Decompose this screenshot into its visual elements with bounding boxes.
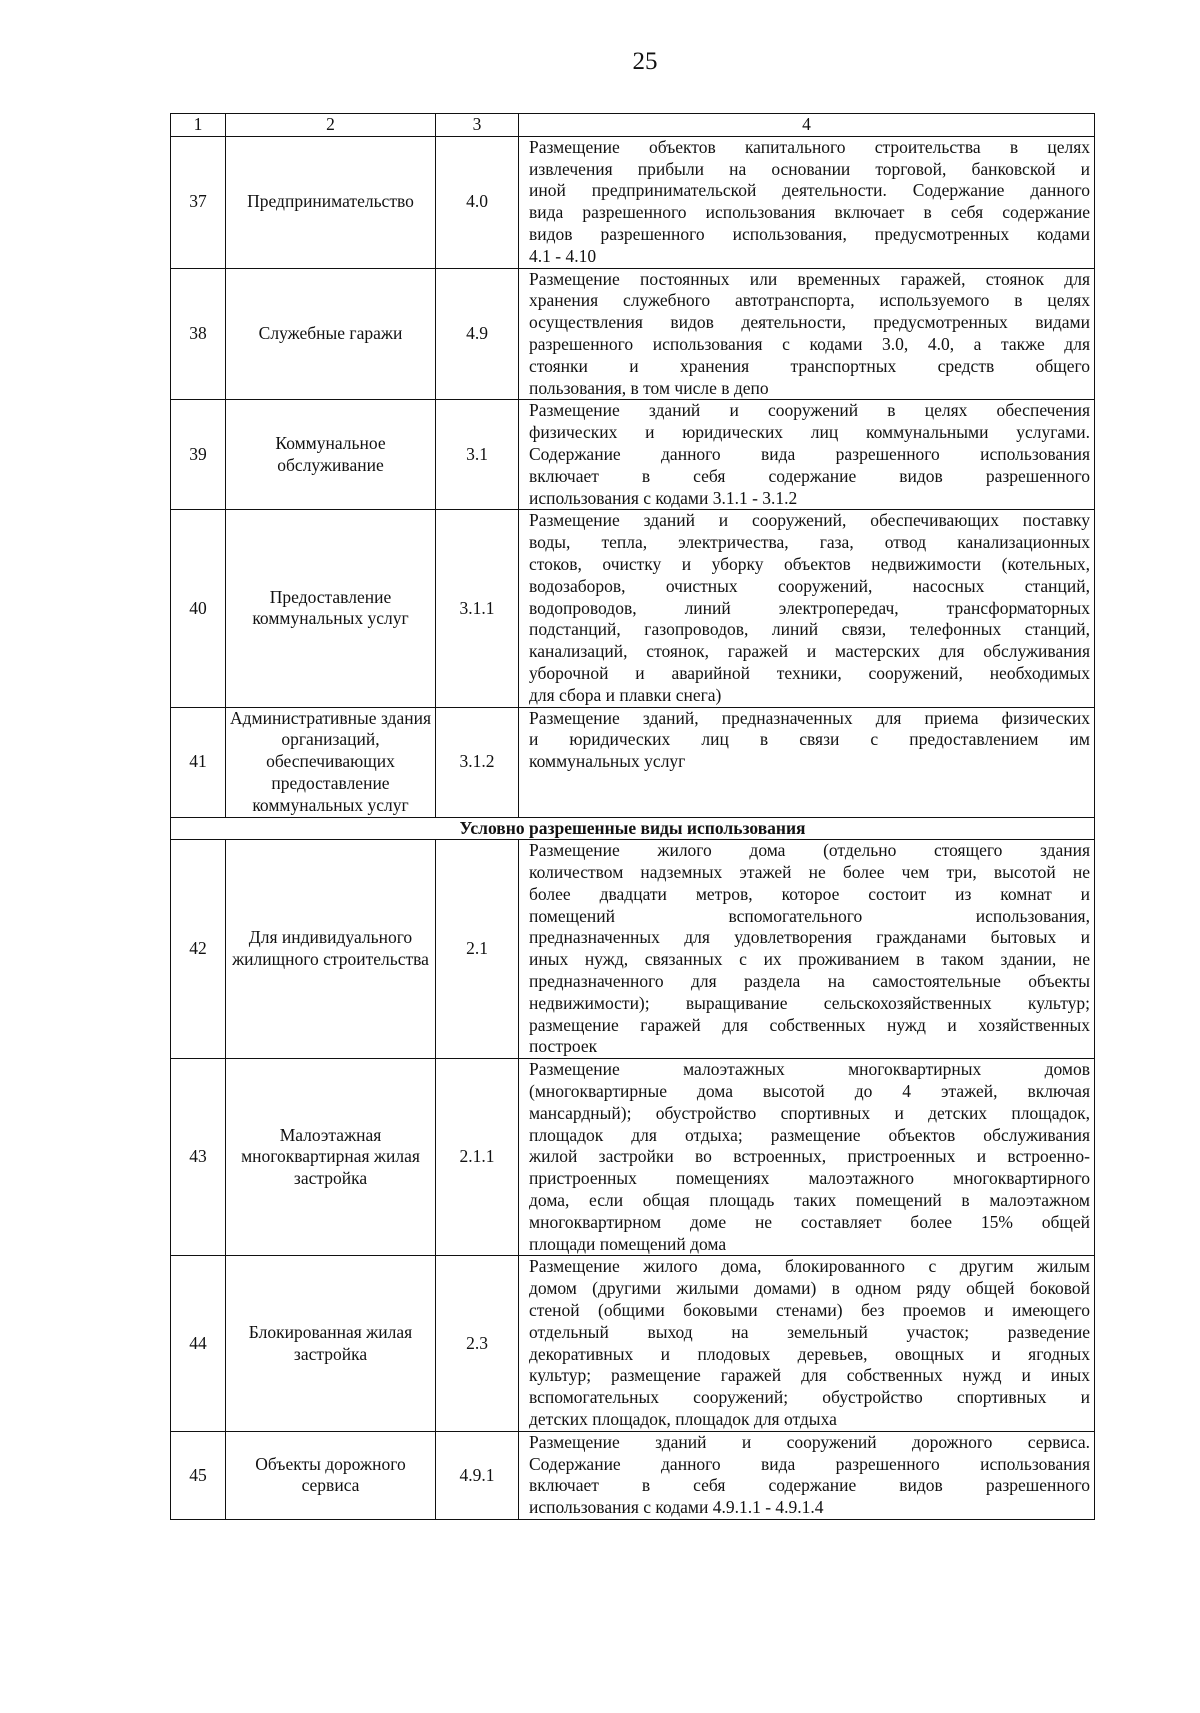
use-type-description xyxy=(519,1059,1095,1256)
description-line: размещение гаражей для собственных нужд и хозяйственных xyxy=(529,1014,1090,1035)
table-row xyxy=(171,268,1095,400)
header-col-3: 3 xyxy=(436,114,519,137)
use-type-code: 4.9 xyxy=(436,268,519,400)
use-type-name: Малоэтажная многоквартирная жилая застройка xyxy=(226,1059,436,1256)
description-line: 4.1 - 4.10 xyxy=(529,245,597,266)
description-line: канализаций, стоянок, гаражей и мастерских для обслуживания xyxy=(529,641,1090,662)
use-type-name: Объекты дорожного сервиса xyxy=(226,1431,436,1519)
header-col-2: 2 xyxy=(226,114,436,137)
use-type-description xyxy=(519,1431,1095,1519)
description-line: стоянки и хранения транспортных средств общего xyxy=(529,355,1090,376)
use-type-code: 2.3 xyxy=(436,1256,519,1431)
use-type-code: 3.1.2 xyxy=(436,707,519,817)
header-col-1: 1 xyxy=(171,114,226,137)
description-line: предназначенного для раздела на самостоятельные объекты xyxy=(529,971,1090,992)
description-line: площади помещений дома xyxy=(529,1233,727,1254)
row-number: 41 xyxy=(171,707,226,817)
use-type-name: Административные здания организаций, обеспечивающих предоставление коммунальных услуг xyxy=(226,707,436,817)
row-number: 37 xyxy=(171,136,226,268)
page-number: 25 xyxy=(632,48,658,75)
description-line: многоквартирном доме не составляет более 15% общей xyxy=(529,1211,1090,1232)
description-line: Размещение объектов капитального строительства в целях xyxy=(529,136,1090,157)
description-line: подстанций, газопроводов, линий связи, телефонных станций, xyxy=(529,619,1090,640)
use-type-description xyxy=(519,268,1095,400)
description-line: использования с кодами 3.1.1 - 3.1.2 xyxy=(529,487,798,508)
description-line: Размещение зданий и сооружений, обеспечивающих поставку xyxy=(529,510,1090,531)
description-line: Содержание данного вида разрешенного использования xyxy=(529,443,1090,464)
table-row xyxy=(171,1256,1095,1431)
use-type-name: Коммунальное обслуживание xyxy=(226,400,436,510)
use-type-name: Предоставление коммунальных услуг xyxy=(226,510,436,707)
use-type-description xyxy=(519,840,1095,1059)
use-type-name: Служебные гаражи xyxy=(226,268,436,400)
description-line: и юридических лиц в связи с предоставлением им xyxy=(529,729,1090,750)
table-row xyxy=(171,707,1095,817)
row-number: 42 xyxy=(171,840,226,1059)
description-line: для сбора и плавки снега) xyxy=(529,684,722,705)
use-type-code: 2.1.1 xyxy=(436,1059,519,1256)
use-type-code: 2.1 xyxy=(436,840,519,1059)
description-line: пользования, в том числе в депо xyxy=(529,377,769,398)
use-type-name: Предпринимательство xyxy=(226,136,436,268)
row-number: 44 xyxy=(171,1256,226,1431)
row-number: 39 xyxy=(171,400,226,510)
description-line: включает в себя содержание видов разрешенного xyxy=(529,465,1090,486)
use-type-description xyxy=(519,400,1095,510)
description-line: стоков, очистку и уборку объектов недвижимости (котельных, xyxy=(529,553,1090,574)
use-type-name: Для индивидуального жилищного строительства xyxy=(226,840,436,1059)
table-header-row xyxy=(171,114,1095,137)
description-line: иной предпринимательской деятельности. Содержание данного xyxy=(529,180,1090,201)
description-line: хранения служебного автотранспорта, используемого в целях xyxy=(529,290,1090,311)
use-type-code: 4.0 xyxy=(436,136,519,268)
description-line: построек xyxy=(529,1036,598,1057)
description-line: недвижимости); выращивание сельскохозяйственных культур; xyxy=(529,992,1090,1013)
description-line: извлечения прибыли на основании торговой, банковской и xyxy=(529,158,1090,179)
description-line: пристроенных помещениях малоэтажного многоквартирного xyxy=(529,1168,1090,1189)
description-line: дома, если общая площадь таких помещений в малоэтажном xyxy=(529,1190,1090,1211)
description-line: детских площадок, площадок для отдыха xyxy=(529,1409,837,1430)
description-line: включает в себя содержание видов разрешенного xyxy=(529,1475,1090,1496)
description-line: водопроводов, линий электропередач, трансформаторных xyxy=(529,597,1090,618)
land-use-table xyxy=(170,113,1095,1520)
description-line: вида разрешенного использования включает в себя содержание xyxy=(529,202,1090,223)
description-line: воды, тепла, электричества, газа, отвод канализационных xyxy=(529,532,1090,553)
description-line: Размещение малоэтажных многоквартирных домов xyxy=(529,1059,1090,1080)
description-line: разрешенного использования с кодами 3.0, 4.0, а также для xyxy=(529,333,1090,354)
description-line: площадок для отдыха; размещение объектов обслуживания xyxy=(529,1124,1090,1145)
description-line: декоративных и плодовых деревьев, овощных и ягодных xyxy=(529,1343,1090,1364)
description-line: физических и юридических лиц коммунальными услугами. xyxy=(529,422,1090,443)
description-line: коммунальных услуг xyxy=(529,751,686,772)
use-type-description xyxy=(519,707,1095,817)
description-line: мансардный); обустройство спортивных и детских площадок, xyxy=(529,1102,1090,1123)
description-line: водозаборов, очистных сооружений, насосных станций, xyxy=(529,575,1090,596)
description-line: предназначенных для удовлетворения гражданами бытовых и xyxy=(529,927,1090,948)
description-line: Размещение постоянных или временных гаражей, стоянок для xyxy=(529,268,1090,289)
row-number: 45 xyxy=(171,1431,226,1519)
description-line: осуществления видов деятельности, предусмотренных видами xyxy=(529,312,1090,333)
use-type-code: 3.1 xyxy=(436,400,519,510)
description-line: стеной (общими боковыми стенами) без проемов и имеющего xyxy=(529,1300,1090,1321)
description-line: более двадцати метров, которое состоит из комнат и xyxy=(529,883,1090,904)
description-line: Размещение жилого дома (отдельно стоящего здания xyxy=(529,840,1090,861)
use-type-code: 3.1.1 xyxy=(436,510,519,707)
description-line: отдельный выход на земельный участок; разведение xyxy=(529,1321,1090,1342)
row-number: 43 xyxy=(171,1059,226,1256)
description-line: Размещение жилого дома, блокированного с другим жилым xyxy=(529,1256,1090,1277)
description-line: помещений вспомогательного использования, xyxy=(529,905,1090,926)
row-number: 40 xyxy=(171,510,226,707)
table-row xyxy=(171,1059,1095,1256)
header-col-4: 4 xyxy=(519,114,1095,137)
description-line: культур; размещение гаражей для собственных нужд и иных xyxy=(529,1365,1090,1386)
description-line: Размещение зданий и сооружений в целях обеспечения xyxy=(529,400,1090,421)
use-type-code: 4.9.1 xyxy=(436,1431,519,1519)
description-line: жилой застройки во встроенных, пристроенных и встроенно- xyxy=(529,1146,1090,1167)
description-line: Размещение зданий, предназначенных для приема физических xyxy=(529,707,1090,728)
section-title: Условно разрешенные виды использования xyxy=(171,817,1095,840)
table-row xyxy=(171,400,1095,510)
description-line: уборочной и аварийной техники, сооружений, необходимых xyxy=(529,662,1090,683)
use-type-description xyxy=(519,510,1095,707)
description-line: домом (другими жилыми домами) в одном ряду общей боковой xyxy=(529,1278,1090,1299)
table-row xyxy=(171,840,1095,1059)
description-line: использования с кодами 4.9.1.1 - 4.9.1.4 xyxy=(529,1497,824,1518)
description-line: видов разрешенного использования, предусмотренных кодами xyxy=(529,223,1090,244)
description-line: количеством надземных этажей не более чем три, высотой не xyxy=(529,862,1090,883)
use-type-name: Блокированная жилая застройка xyxy=(226,1256,436,1431)
description-line: (многоквартирные дома высотой до 4 этажей, включая xyxy=(529,1081,1090,1102)
row-number: 38 xyxy=(171,268,226,400)
description-line: Содержание данного вида разрешенного использования xyxy=(529,1453,1090,1474)
use-type-description xyxy=(519,1256,1095,1431)
description-line: вспомогательных сооружений; обустройство спортивных и xyxy=(529,1387,1090,1408)
description-line: Размещение зданий и сооружений дорожного сервиса. xyxy=(529,1431,1090,1452)
section-row xyxy=(171,817,1095,840)
description-line: иных нужд, связанных с их проживанием в таком здании, не xyxy=(529,949,1090,970)
table-row xyxy=(171,136,1095,268)
use-type-description xyxy=(519,136,1095,268)
table-row xyxy=(171,1431,1095,1519)
table-row xyxy=(171,510,1095,707)
